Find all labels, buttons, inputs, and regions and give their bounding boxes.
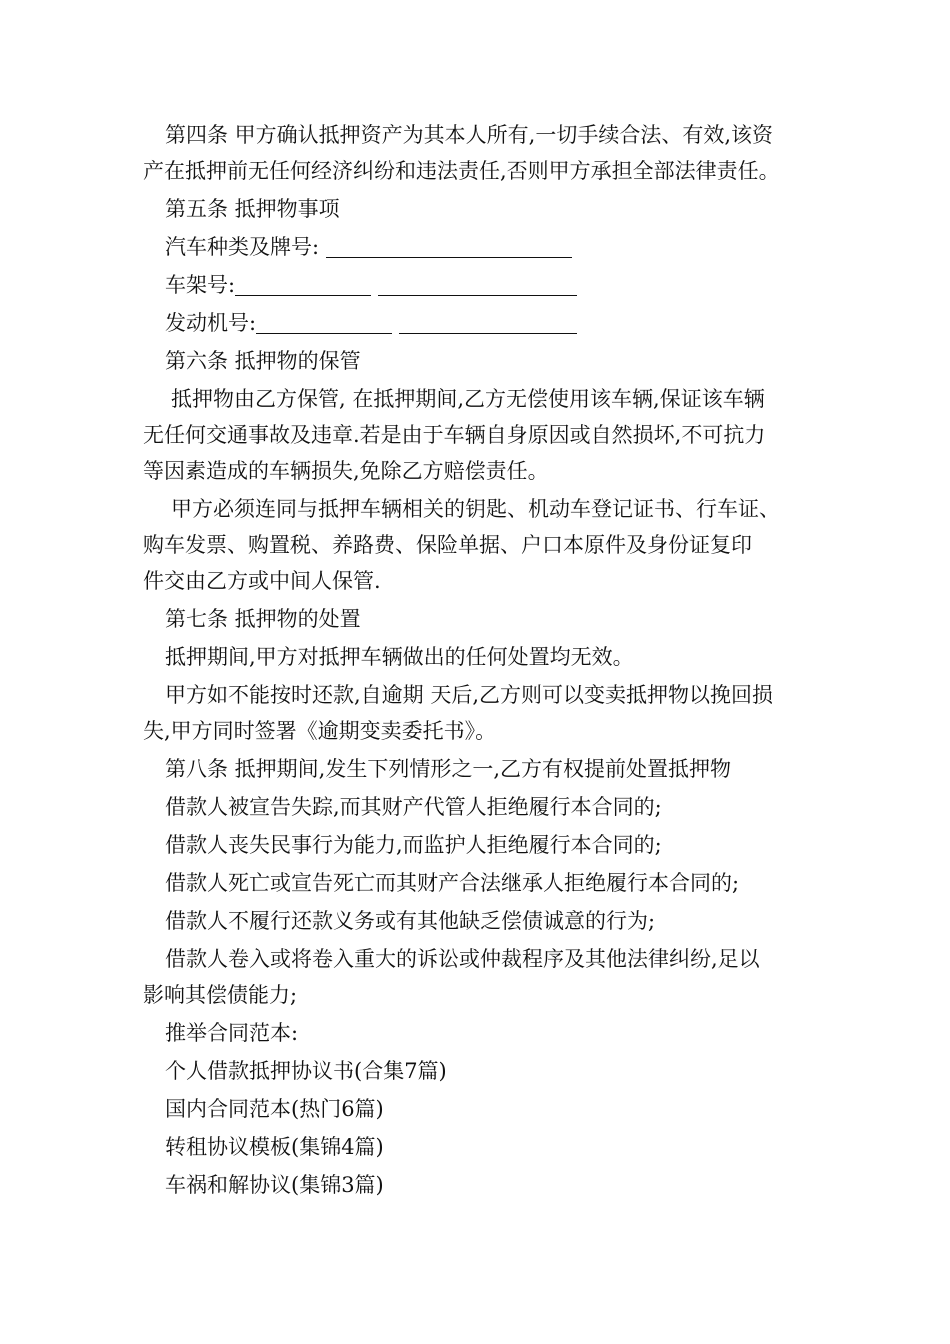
engine-number-blank-1 xyxy=(256,317,392,334)
recommend-title: 推举合同范本: xyxy=(165,1021,299,1045)
article8-last-item-line1: 借款人卷入或将卷入重大的诉讼或仲裁程序及其他法律纠纷,足以 xyxy=(165,947,760,971)
article6-title: 第六条 抵押物的保管 xyxy=(165,349,361,373)
frame-number-label: 车架号: xyxy=(165,273,236,297)
article7-p2-line2: 失,甲方同时签署《逾期变卖委托书》。 xyxy=(143,719,497,743)
article6-p1-line3: 等因素造成的车辆损失,免除乙方赔偿责任。 xyxy=(143,459,549,483)
article4-line1: 第四条 甲方确认抵押资产为其本人所有,一切手续合法、有效,该资 xyxy=(165,123,774,147)
recommend-link[interactable]: 车祸和解协议(集锦3篇) xyxy=(165,1173,384,1197)
article7-title: 第七条 抵押物的处置 xyxy=(165,607,361,631)
article8-item: 借款人死亡或宣告死亡而其财产合法继承人拒绝履行本合同的; xyxy=(165,871,740,895)
article5-title: 第五条 抵押物事项 xyxy=(165,197,340,221)
engine-number-row xyxy=(143,305,818,341)
car-type-label: 汽车种类及牌号: xyxy=(165,235,326,259)
article4-line2: 产在抵押前无任何经济纠纷和违法责任,否则甲方承担全部法律责任。 xyxy=(143,159,780,183)
article7-p1: 抵押期间,甲方对抵押车辆做出的任何处置均无效。 xyxy=(165,645,634,669)
article8-item: 借款人丧失民事行为能力,而监护人拒绝履行本合同的; xyxy=(165,833,662,857)
recommend-link[interactable]: 国内合同范本(热门6篇) xyxy=(165,1097,384,1121)
car-type-blank xyxy=(326,241,572,258)
car-type-row xyxy=(143,229,818,265)
article6-p1-line2: 无任何交通事故及违章.若是由于车辆自身原因或自然损坏,不可抗力 xyxy=(143,423,766,447)
document-body xyxy=(143,117,818,1203)
recommend-link[interactable]: 个人借款抵押协议书(合集7篇) xyxy=(165,1059,447,1083)
engine-number-label: 发动机号: xyxy=(165,311,257,335)
article8-title: 第八条 抵押期间,发生下列情形之一,乙方有权提前处置抵押物 xyxy=(165,757,732,781)
article7-p2-line1: 甲方如不能按时还款,自逾期 天后,乙方则可以变卖抵押物以挽回损 xyxy=(165,683,774,707)
article8-item: 借款人不履行还款义务或有其他缺乏偿债诚意的行为; xyxy=(165,909,656,933)
frame-number-blank-1 xyxy=(235,279,371,296)
frame-number-blank-2 xyxy=(378,279,577,296)
article8-item: 借款人被宣告失踪,而其财产代管人拒绝履行本合同的; xyxy=(165,795,662,819)
article6-p2-line2: 购车发票、购置税、养路费、保险单据、户口本原件及身份证复印 xyxy=(143,533,752,557)
article8-last-item-line2: 影响其偿债能力; xyxy=(143,983,298,1007)
article6-p1-line1: 抵押物由乙方保管, 在抵押期间,乙方无偿使用该车辆,保证该车辆 xyxy=(171,387,765,411)
frame-number-row xyxy=(143,267,818,303)
recommend-link[interactable]: 转租协议模板(集锦4篇) xyxy=(165,1135,384,1159)
article6-p2-line1: 甲方必须连同与抵押车辆相关的钥匙、机动车登记证书、行车证、 xyxy=(171,497,780,521)
engine-number-blank-2 xyxy=(399,317,577,334)
article6-p2-line3: 件交由乙方或中间人保管. xyxy=(143,569,381,593)
